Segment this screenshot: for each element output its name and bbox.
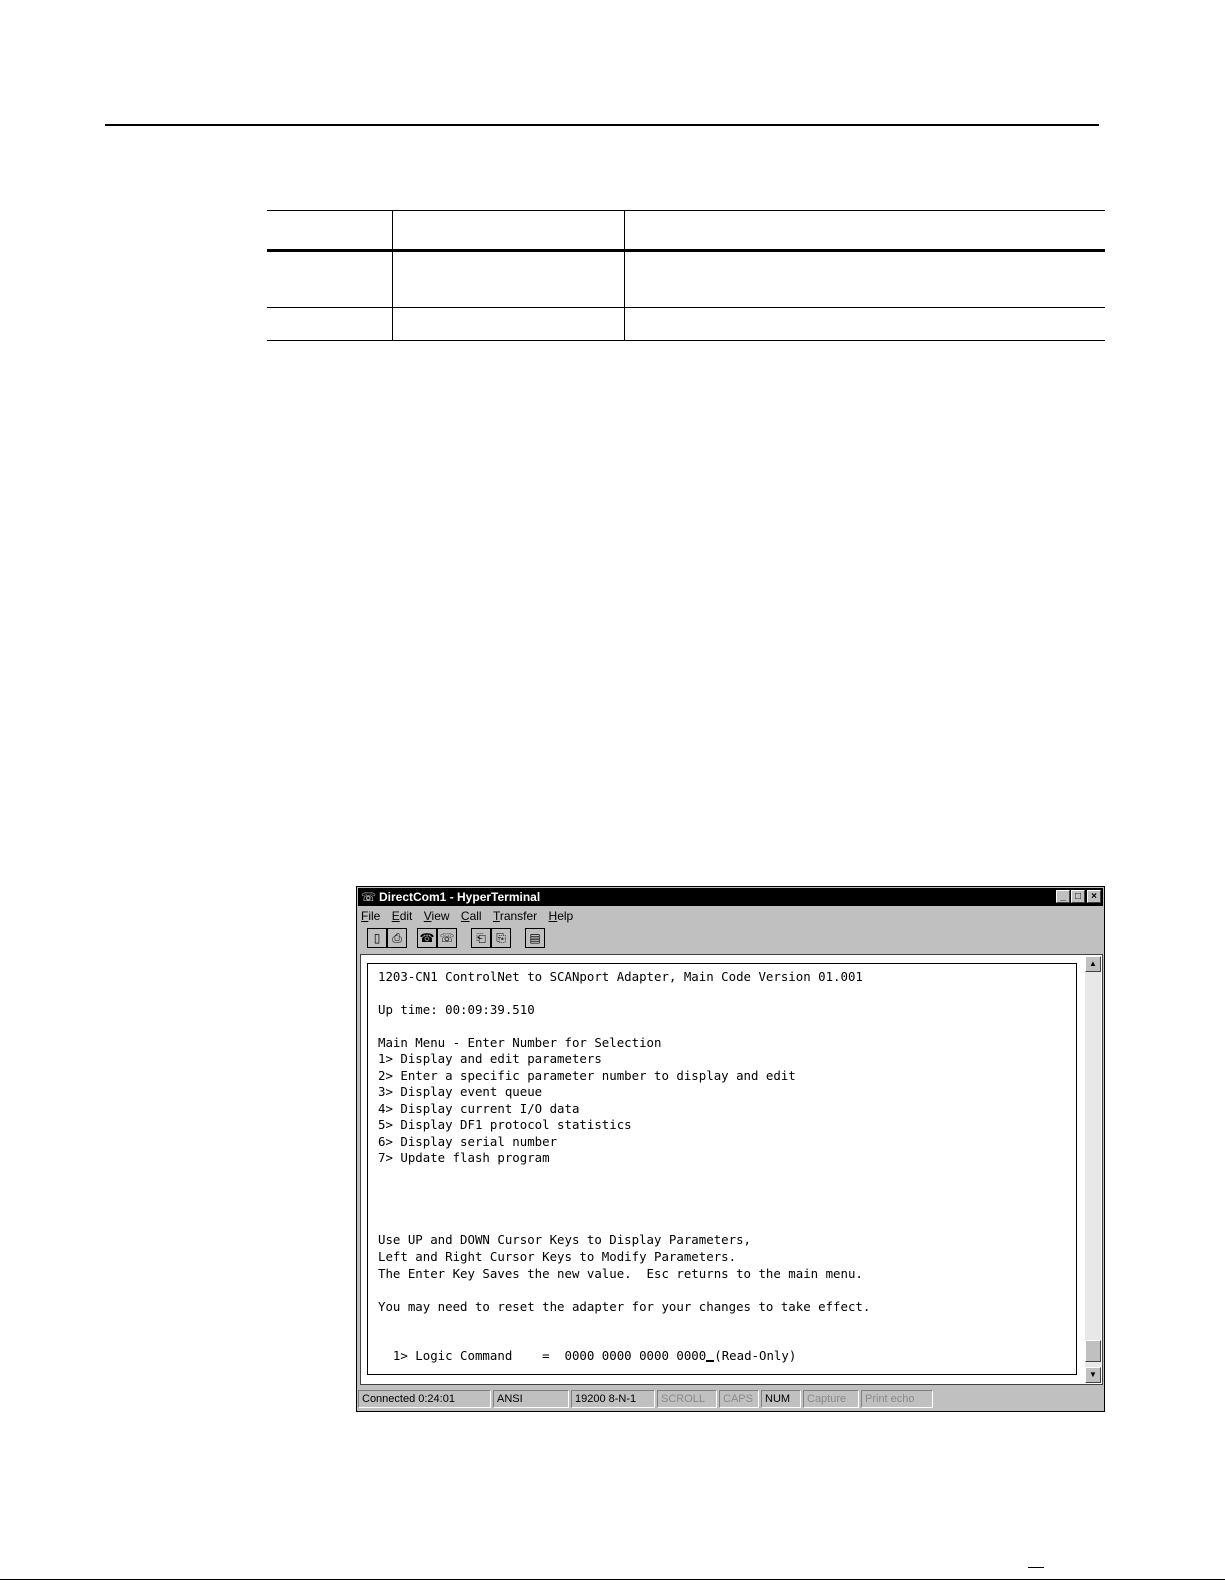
menu-help[interactable]: Help [548,909,574,923]
status-bar [357,1390,1104,1410]
send-icon[interactable]: ⎗ [471,928,491,948]
status-print-echo: Print echo [861,1390,933,1408]
terminal-line: Use UP and DOWN Cursor Keys to Display Parameters, [378,1232,751,1247]
open-icon[interactable]: ⎙ [387,928,407,948]
status-port: 19200 8-N-1 [571,1390,655,1408]
properties-icon[interactable]: ▤ [525,928,545,948]
close-button[interactable]: × [1087,890,1101,903]
status-scroll: SCROLL [657,1390,717,1408]
menu-file[interactable]: File [361,909,381,923]
terminal-line: You may need to reset the adapter for your changes to take effect. [378,1299,871,1314]
status-num: NUM [761,1390,801,1408]
parameter-value: 1> Logic Command = 0000 0000 0000 0000 [378,1348,707,1363]
title-bar[interactable] [358,888,1103,906]
vertical-scrollbar[interactable] [1085,956,1101,1383]
scroll-thumb[interactable] [1085,1340,1101,1362]
terminal-line: 2> Enter a specific parameter number to display and edit [378,1068,796,1083]
hyperterminal-window [356,886,1105,1412]
parameter-access: (Read-Only) [714,1348,797,1363]
terminal-line: 1> Display and edit parameters [378,1051,602,1066]
terminal-line: The Enter Key Saves the new value. Esc returns to the main menu. [378,1266,863,1281]
scroll-up-icon[interactable]: ▲ [1085,956,1101,972]
status-caps: CAPS [719,1390,759,1408]
table-column-divider [624,210,625,341]
page-header-rule [105,124,1099,126]
terminal-line: Left and Right Cursor Keys to Modify Parameters. [378,1249,737,1264]
terminal-line: Up time: 00:09:39.510 [378,1002,535,1017]
terminal-line: 5> Display DF1 protocol statistics [378,1117,632,1132]
menu-transfer[interactable]: Transfer [492,909,538,923]
phone-icon[interactable]: ☎ [417,928,437,948]
terminal-line: Main Menu - Enter Number for Selection [378,1035,662,1050]
terminal-line: 7> Update flash program [378,1150,550,1165]
menu-view[interactable]: View [423,909,450,923]
scroll-down-icon[interactable]: ▼ [1085,1367,1101,1383]
status-connected: Connected 0:24:01 [358,1390,491,1408]
page-footer-rule [0,1579,1225,1580]
menu-bar [361,908,581,926]
status-emulation: ANSI [493,1390,569,1408]
terminal-line: 4> Display current I/O data [378,1101,580,1116]
window-title: DirectCom1 - HyperTerminal [379,890,541,904]
maximize-button[interactable]: □ [1071,890,1085,903]
new-icon[interactable]: ▯ [367,928,387,948]
receive-icon[interactable]: ⎘ [491,928,511,948]
menu-call[interactable]: Call [460,909,482,923]
disconnect-icon[interactable]: ☏ [437,928,457,948]
terminal-screen[interactable] [367,963,1077,1375]
terminal-line: 1203-CN1 ControlNet to SCANport Adapter, Main Code Version 01.001 [378,969,863,984]
terminal-line: 3> Display event queue [378,1084,543,1099]
parameter-line [378,1348,796,1363]
minimize-button[interactable]: _ [1056,890,1070,903]
terminal-area[interactable] [360,954,1103,1385]
terminal-line: 6> Display serial number [378,1134,558,1149]
hyperterminal-icon: ☏ [361,890,377,904]
status-capture: Capture [803,1390,859,1408]
footer-mark [1028,1567,1044,1568]
table-column-divider [392,210,393,341]
menu-edit[interactable]: Edit [391,909,413,923]
